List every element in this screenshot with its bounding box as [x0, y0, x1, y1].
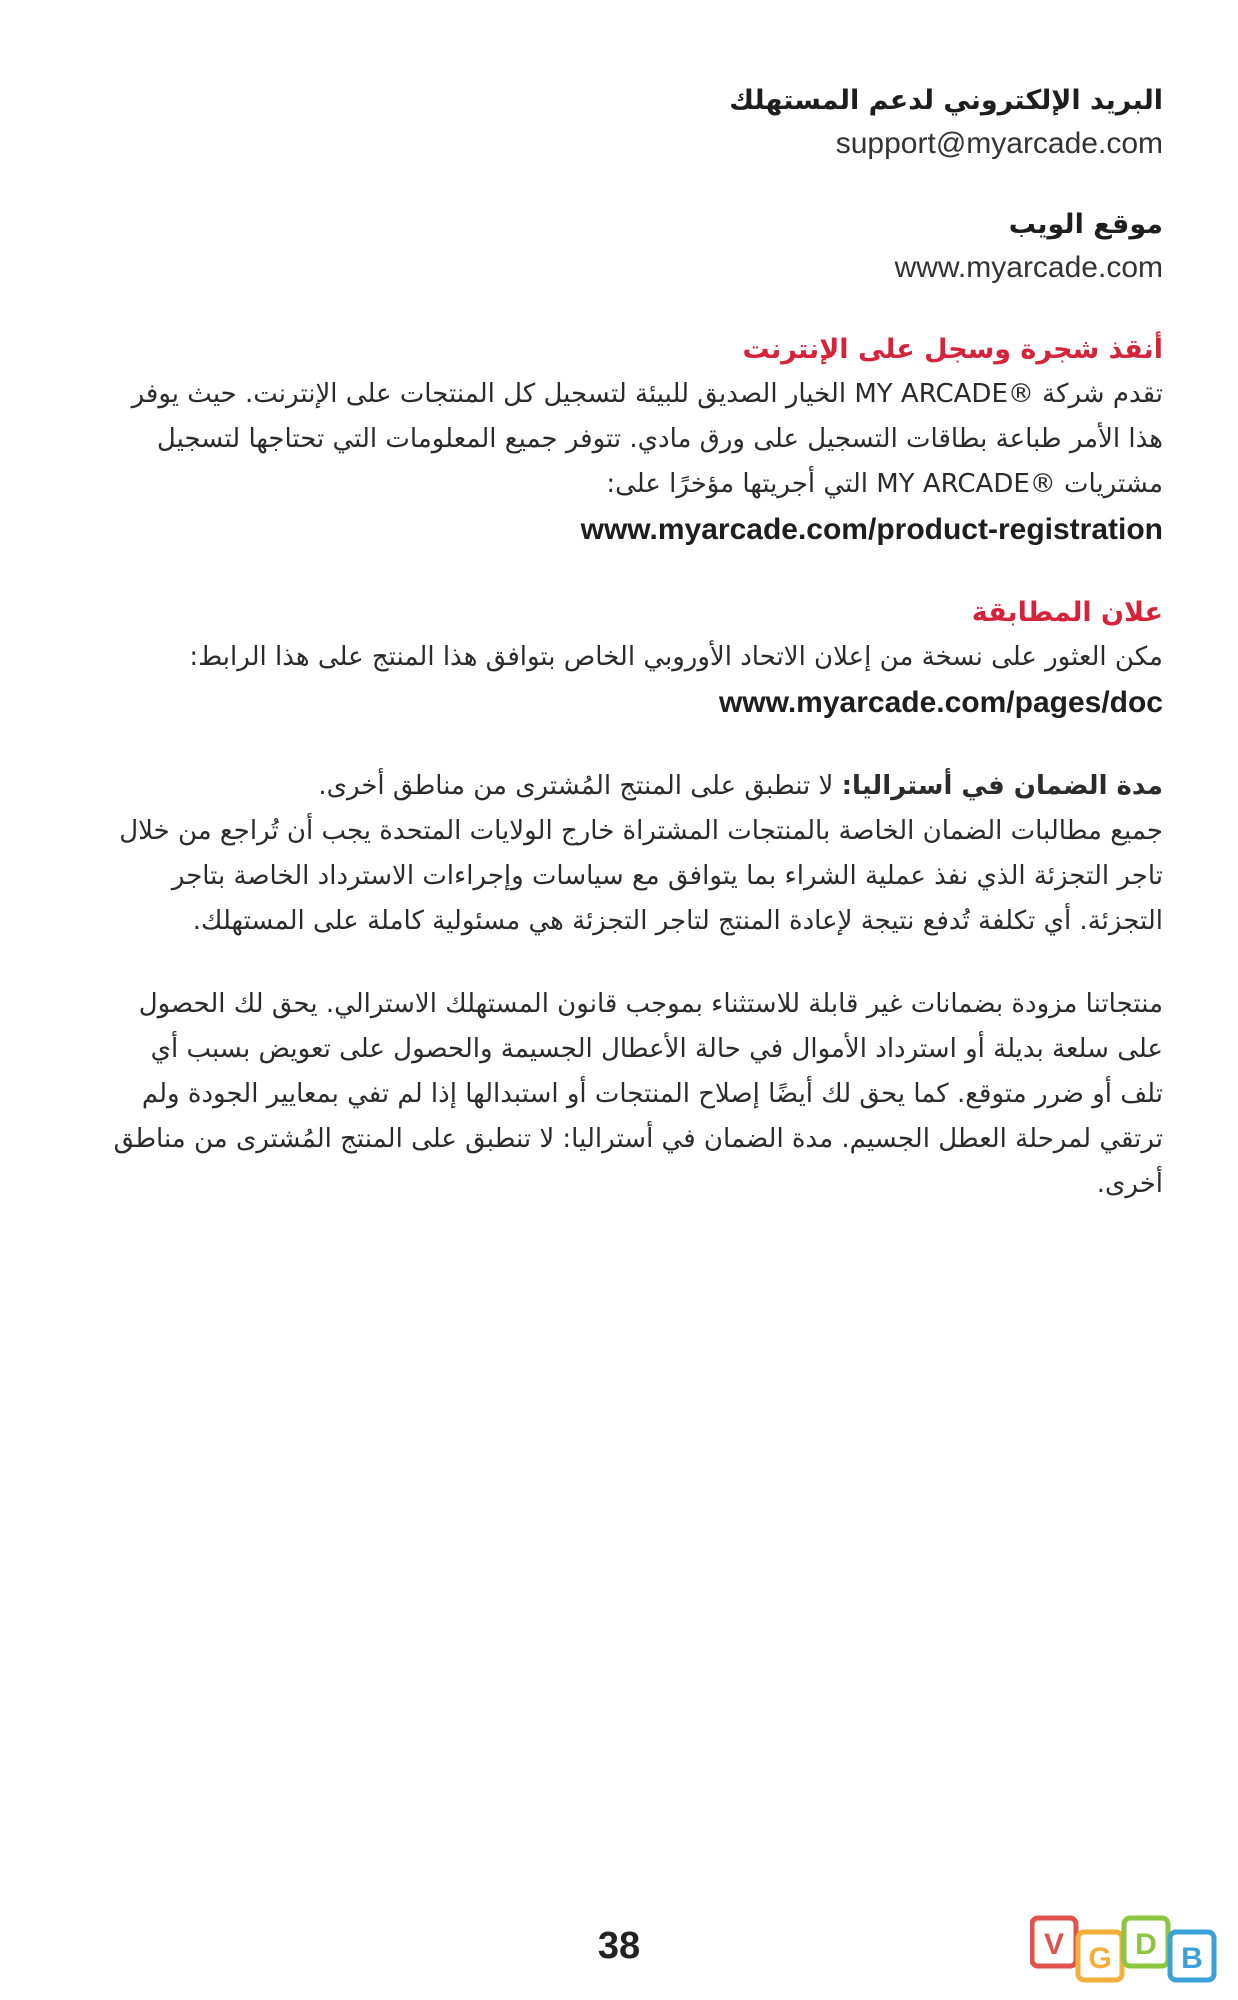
support-email-value[interactable]: support@myarcade.com [835, 127, 1163, 160]
website-block [100, 204, 1163, 290]
registration-heading: أنقذ شجرة وسجل على الإنترنت [742, 334, 1163, 365]
warranty-section [100, 764, 1163, 944]
website-label: موقع الويب [1008, 209, 1163, 240]
registration-section [100, 328, 1163, 553]
registration-body: تقدم شركة ®MY ARCADE الخيار الصديق للبيئة لتسجيل كل المنتجات على الإنترنت. حيث يوفر هذا الأمر طباعة بطاقات التسجيل على ورق مادي. تتوفر جميع المعلومات التي تحتاجها لتسجيل مشتريات ®MY ARCADE التي أجريتها مؤخرًا على: [131, 379, 1163, 499]
logo-letter: G [1088, 1942, 1112, 1975]
logo-letter: D [1135, 1928, 1157, 1961]
vgdb-logo-icon [1030, 1910, 1220, 1990]
consumer-law-body: منتجاتنا مزودة بضمانات غير قابلة للاستثناء بموجب قانون المستهلك الاسترالي. يحق لك الحصول على سلعة بديلة أو استرداد الأموال في حالة الأعطال الجسيمة والحصول على تعويض بسبب أي تلف أو ضرر متوقع. كما يحق لك أيضًا إصلاح المنتجات أو استبدالها إذا لم تفي بمعايير الجودة ولم ترتقي لمرحلة العطل الجسيم. مدة الضمان في أستراليا: لا تنطبق على المنتج المُشترى من مناطق أخرى. [113, 989, 1163, 1199]
conformity-url[interactable]: www.myarcade.com/pages/doc [718, 686, 1163, 719]
support-email-block [100, 80, 1163, 166]
page-number: 38 [597, 1925, 641, 1967]
warranty-lead-line [100, 764, 1163, 809]
conformity-body: مكن العثور على نسخة من إعلان الاتحاد الأوروبي الخاص بتوافق هذا المنتج على هذا الرابط: [189, 642, 1163, 672]
warranty-body: جميع مطالبات الضمان الخاصة بالمنتجات المشتراة خارج الولايات المتحدة يجب أن تُراجع من خلال تاجر التجزئة الذي نفذ عملية الشراء بما يتوافق مع سياسات وإجراءات الاسترداد الخاصة بتاجر التجزئة. أي تكلفة تُدفع نتيجة لإعادة المنتج لتاجر التجزئة هي مسئولية كاملة على المستهلك. [119, 816, 1163, 936]
registration-url[interactable]: www.myarcade.com/product-registration [580, 513, 1163, 546]
conformity-section [100, 591, 1163, 726]
warranty-lead: لا تنطبق على المنتج المُشترى من مناطق أخرى. [318, 771, 834, 801]
support-email-label: البريد الإلكتروني لدعم المستهلك [729, 85, 1163, 116]
consumer-law-section [100, 982, 1163, 1207]
website-url[interactable]: www.myarcade.com [894, 251, 1163, 284]
warranty-label: مدة الضمان في أستراليا: [841, 771, 1163, 801]
document-page [100, 80, 1163, 1245]
logo-letter: V [1043, 1928, 1065, 1961]
conformity-heading: علان المطابقة [971, 597, 1163, 628]
logo-letter: B [1181, 1942, 1203, 1975]
